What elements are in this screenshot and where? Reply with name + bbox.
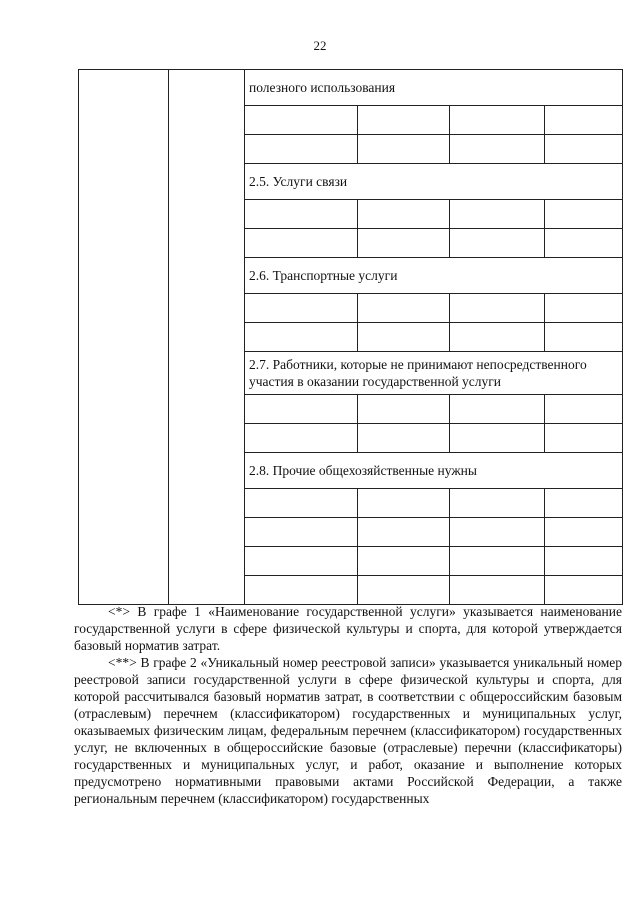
- table-cell: [545, 229, 623, 258]
- table-cell: [545, 200, 623, 229]
- table-cell: [245, 489, 358, 518]
- table-cell: [79, 70, 169, 605]
- table-cell: [358, 489, 450, 518]
- table-cell: [450, 395, 545, 424]
- table-cell: [358, 424, 450, 453]
- table-cell: [245, 547, 358, 576]
- table-cell: [245, 518, 358, 547]
- footnote: <*> В графе 1 «Наименование государственной услуги» указывается наименование государственной услуги в сфере физической культуры и спорта, для которой утверждается базовый норматив затрат.: [74, 604, 622, 653]
- table-cell: [245, 424, 358, 453]
- table-cell: [545, 518, 623, 547]
- table-cell: [545, 294, 623, 323]
- table-cell: [450, 518, 545, 547]
- table-cell: [450, 200, 545, 229]
- table-cell: [358, 294, 450, 323]
- table-cell: [545, 576, 623, 605]
- table-cell: [545, 489, 623, 518]
- table-cell: [450, 547, 545, 576]
- table-cell: [450, 294, 545, 323]
- section-label: 2.7. Работники, которые не принимают непосредственного участия в оказании государственной услуги: [245, 352, 623, 395]
- table-cell: [545, 135, 623, 164]
- footnotes: [74, 603, 622, 807]
- section-label: 2.5. Услуги связи: [245, 164, 623, 200]
- table-cell: [245, 323, 358, 352]
- table-cell: [245, 395, 358, 424]
- cost-table: [78, 69, 623, 605]
- footnote: <**> В графе 2 «Уникальный номер реестровой записи» указывается уникальный номер реестровой записи государственной услуги в сфере физической культуры и спорта, для которой рассчитывался базовый норматив затрат, в соответствии с общероссийским базовым (отраслевым) перечнем (классификатором) государственных и муниципальных услуг, оказываемых физическим лицам, федеральным перечнем (классификатором) государственных услуг, не включенных в общероссийские базовые (отраслевые) перечни (классификаторы) государственных и муниципальных услуг, и работ, оказание и выполнение которых предусмотрено нормативными правовыми актами Российской Федерации, а также региональным перечнем (классификатором) государственных: [74, 655, 622, 806]
- table-cell: [358, 229, 450, 258]
- table-cell: [169, 70, 245, 605]
- table-cell: [450, 229, 545, 258]
- table-cell: [245, 106, 358, 135]
- table-cell: [450, 323, 545, 352]
- table-cell: [245, 135, 358, 164]
- table-cell: [450, 576, 545, 605]
- table-cell: [545, 547, 623, 576]
- table-cell: [358, 323, 450, 352]
- table-cell: [358, 395, 450, 424]
- section-label: 2.6. Транспортные услуги: [245, 258, 623, 294]
- table-cell: [450, 424, 545, 453]
- table-cell: [358, 576, 450, 605]
- table-cell: [545, 106, 623, 135]
- table-cell: [545, 323, 623, 352]
- table-cell: [450, 106, 545, 135]
- table-cell: [358, 547, 450, 576]
- table-cell: [245, 576, 358, 605]
- table-cell: [545, 395, 623, 424]
- table-cell: [245, 294, 358, 323]
- table-cell: [450, 489, 545, 518]
- table-cell: [358, 106, 450, 135]
- table-cell: [358, 518, 450, 547]
- table-cell: [245, 200, 358, 229]
- page-number: 22: [313, 38, 327, 53]
- section-label: 2.8. Прочие общехозяйственные нужны: [245, 453, 623, 489]
- table-cell: [358, 135, 450, 164]
- table-cell: [450, 135, 545, 164]
- table-cell: [245, 229, 358, 258]
- table-cell: [545, 424, 623, 453]
- table-cell: [358, 200, 450, 229]
- section-label: полезного использования: [245, 70, 623, 106]
